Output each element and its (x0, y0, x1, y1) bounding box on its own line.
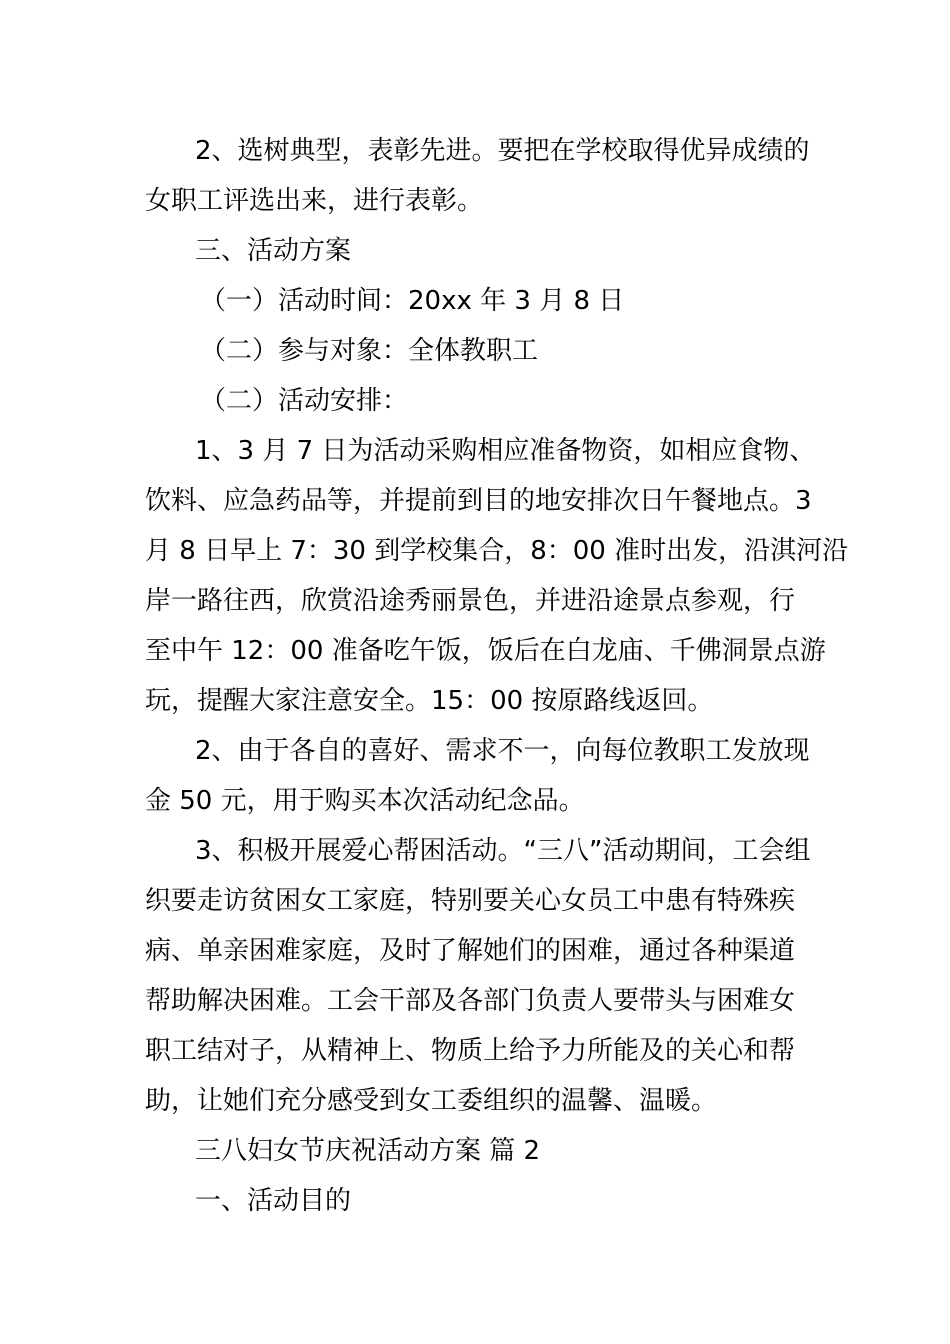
paragraph-line: 岸一路往西，欣赏沿途秀丽景色，并进沿途景点参观，行 (145, 586, 796, 616)
paragraph-line: 2、选树典型，表彰先进。要把在学校取得优异成绩的 (195, 136, 810, 166)
section-heading: 三、活动方案 (195, 236, 352, 266)
paragraph-line: 玩，提醒大家注意安全。15：00 按原路线返回。 (145, 686, 714, 716)
paragraph-line: 帮助解决困难。工会干部及各部门负责人要带头与困难女 (145, 986, 796, 1016)
paragraph-line: 金 50 元，用于购买本次活动纪念品。 (145, 786, 585, 816)
paragraph-line: 助，让她们充分感受到女工委组织的温馨、温暖。 (145, 1086, 718, 1116)
paragraph-line: 至中午 12：00 准备吃午饭，饭后在白龙庙、千佛洞景点游 (145, 636, 826, 666)
paragraph-line: 2、由于各自的喜好、需求不一，向每位教职工发放现 (195, 736, 810, 766)
section-heading: 一、活动目的 (195, 1186, 352, 1216)
paragraph-line: 织要走访贫困女工家庭，特别要关心女员工中患有特殊疾 (145, 886, 796, 916)
paragraph-line: 病、单亲困难家庭，及时了解她们的困难，通过各种渠道 (145, 936, 796, 966)
section-title: 三八妇女节庆祝活动方案 篇 2 (195, 1136, 541, 1166)
paragraph-line: 1、3 月 7 日为活动采购相应准备物资，如相应食物、 (195, 436, 816, 466)
paragraph-line: （二）活动安排： (200, 386, 409, 416)
paragraph-line: 职工结对子，从精神上、物质上给予力所能及的关心和帮 (145, 1036, 796, 1066)
paragraph-line: 月 8 日早上 7：30 到学校集合，8：00 准时出发，沿淇河沿 (145, 536, 849, 566)
paragraph-line: 3、积极开展爱心帮困活动。“三八”活动期间，工会组 (195, 836, 811, 866)
paragraph-line: 女职工评选出来，进行表彰。 (145, 186, 484, 216)
paragraph-line: （二）参与对象：全体教职工 (200, 336, 539, 366)
paragraph-line: 饮料、应急药品等，并提前到目的地安排次日午餐地点。3 (145, 486, 812, 516)
paragraph-line: （一）活动时间：20xx 年 3 月 8 日 (200, 286, 625, 316)
